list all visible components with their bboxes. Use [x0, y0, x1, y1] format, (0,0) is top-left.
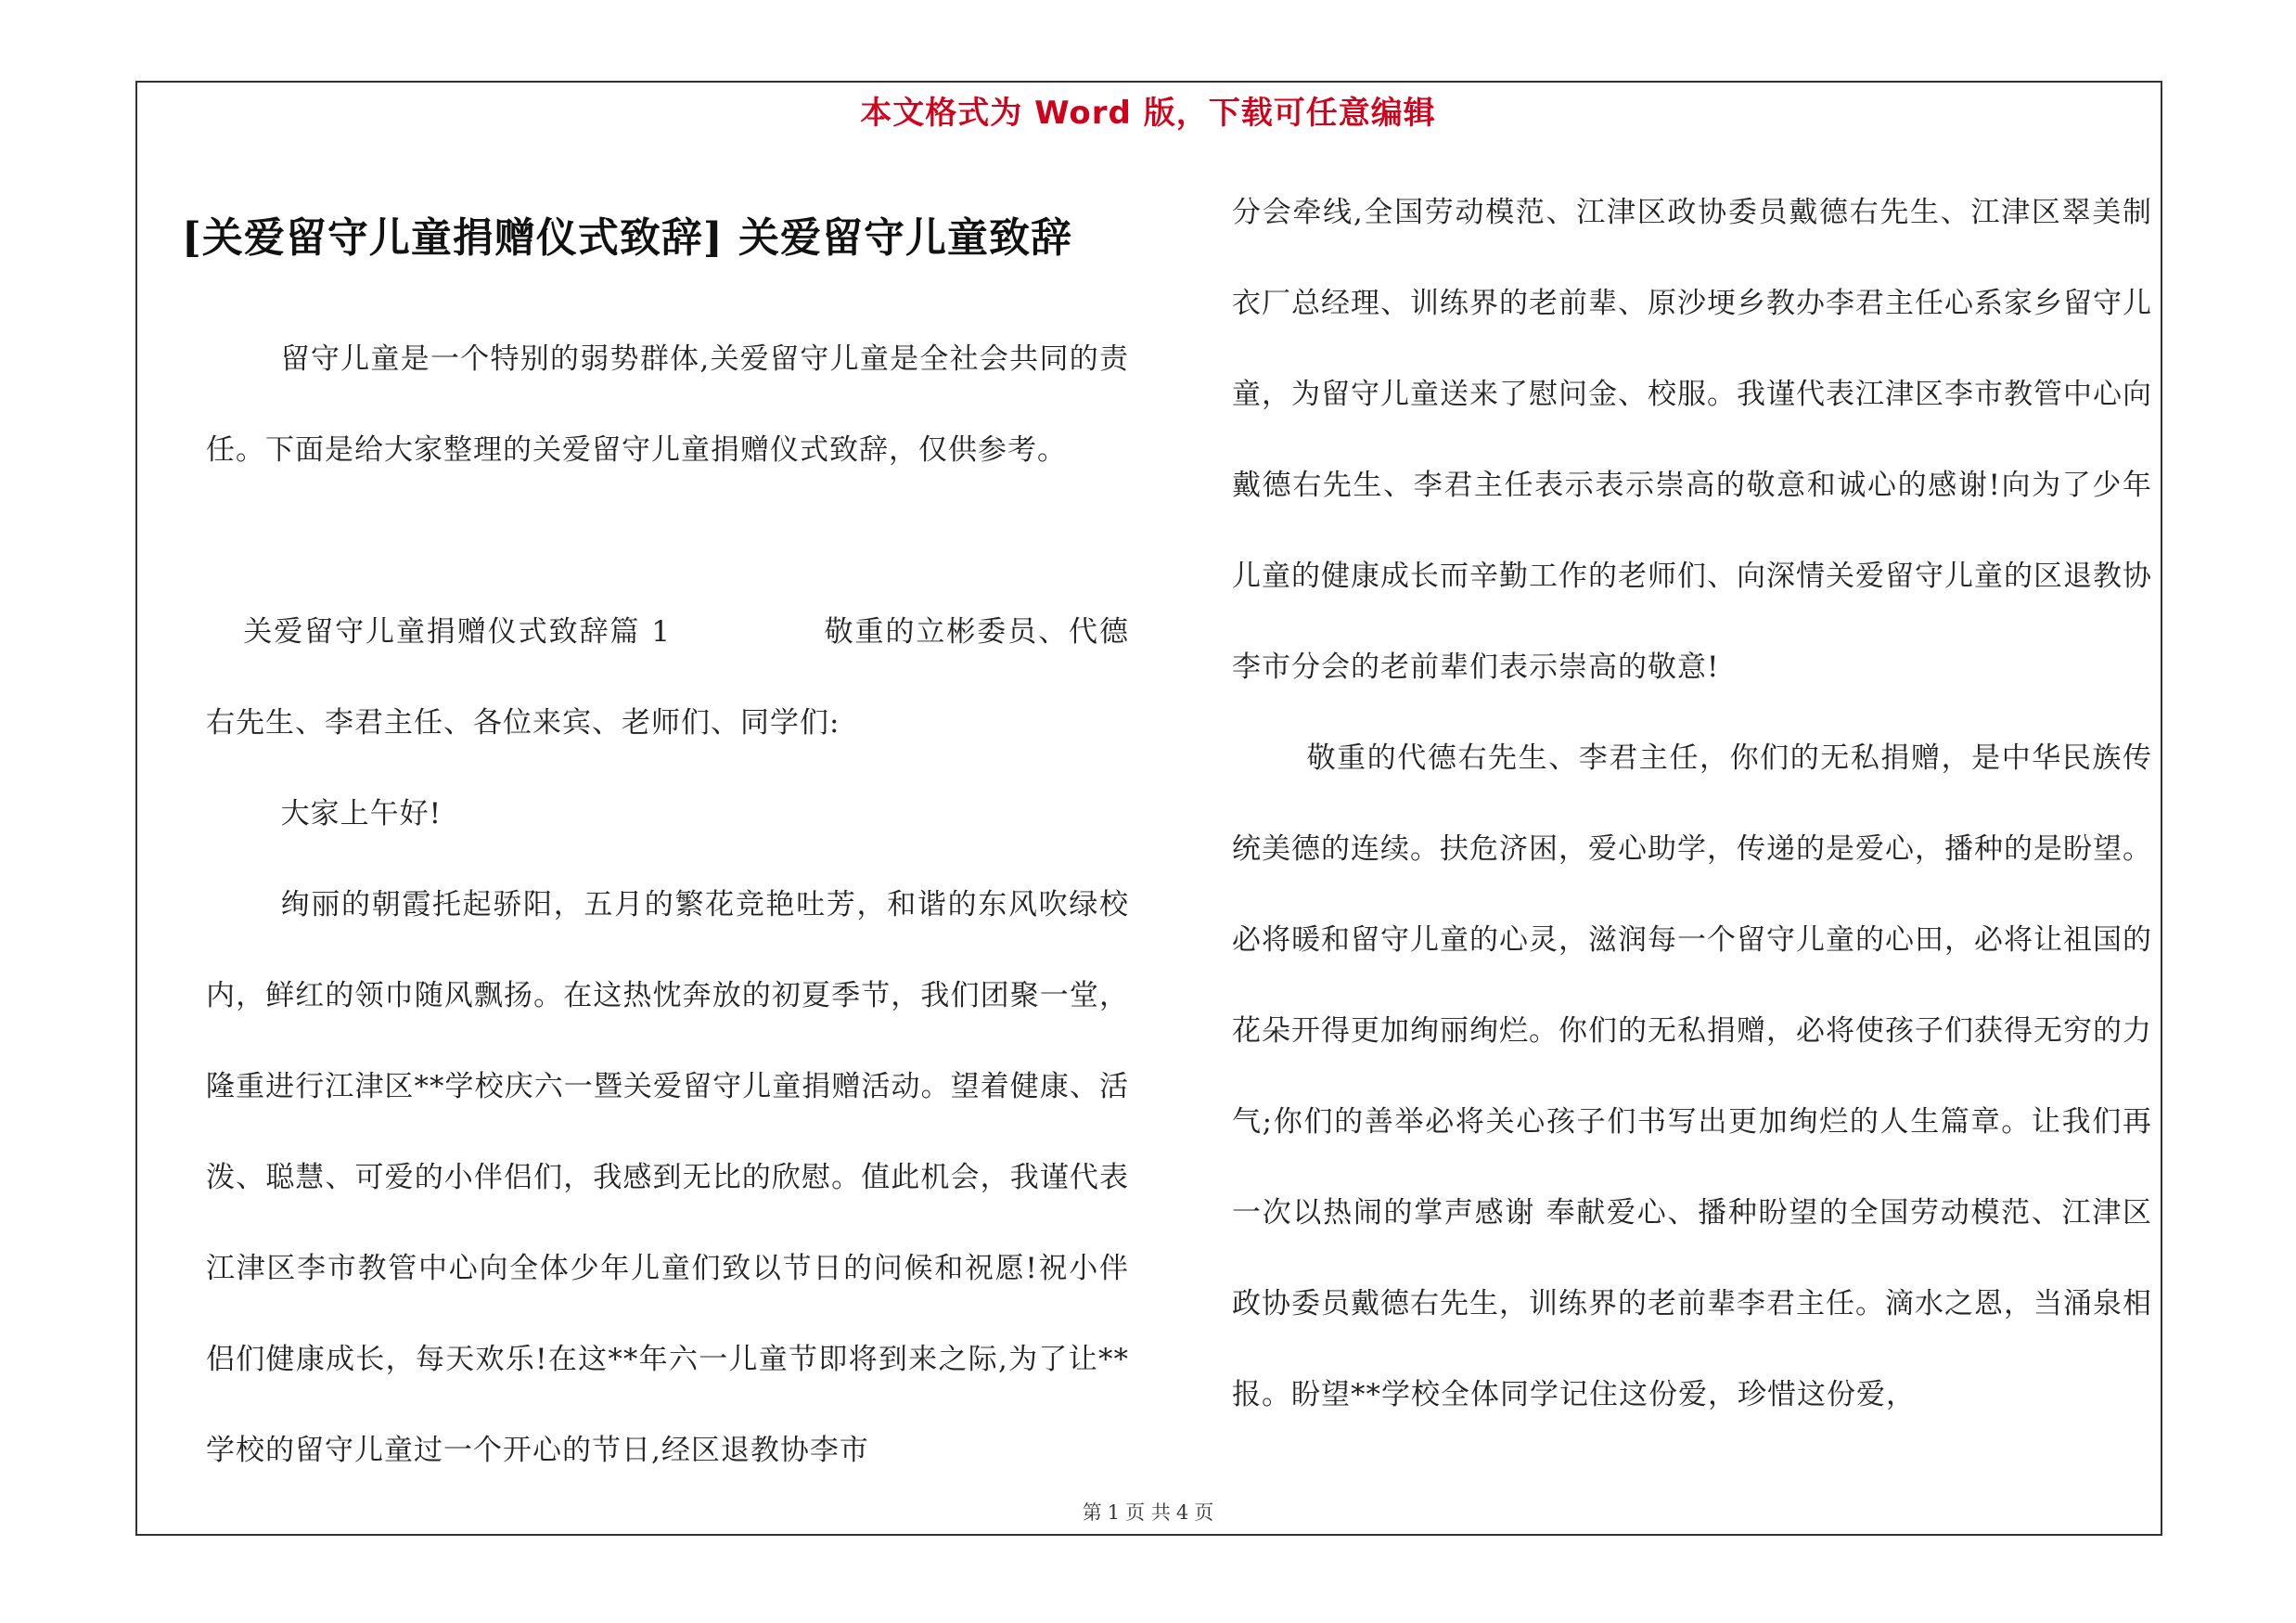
greeting-paragraph: 大家上午好!	[280, 797, 443, 831]
format-banner: 本文格式为 Word 版，下载可任意编辑	[860, 95, 1436, 132]
page-footer	[0, 1498, 2296, 1526]
body-paragraph: 绚丽的朝霞托起骄阳，五月的繁花竞艳吐芳，和谐的东风吹绿校内，鲜红的领巾随风飘扬。在这热忱奔放的初夏季节，我们团聚一堂，隆重进行江津区**学校庆六一暨关爱留守儿童捐赠活动。望着健康、活泼、聪慧、可爱的小伴侣们，我感到无比的欣慰。值此机会，我谨代表江津区李市教管中心向全体少年儿童们致以节日的问候和祝愿!祝小伴侣们健康成长，每天欢乐!在这**年六一儿童节即将到来之际,为了让**学校的留守儿童过一个开心的节日,经区退教协李市	[206, 888, 1129, 1467]
footer-prefix: 第	[1082, 1501, 1102, 1524]
footer-mid: 页 共	[1125, 1501, 1171, 1524]
continued-paragraph: 分会牵线,全国劳动模范、江津区政协委员戴德右先生、江津区翠美制衣厂总经理、训练界的老前辈、原沙埂乡教办李君主任心系家乡留守儿童，为留守儿童送来了慰问金、校服。我谨代表江津区李市教管中心向戴德右先生、李君主任表示表示崇高的敬意和诚心的感谢!向为了少年儿童的健康成长而辛勤工作的老师们、向深情关爱留守儿童的区退教协李市分会的老前辈们表示崇高的敬意!	[1232, 196, 2152, 684]
section-heading-paragraph: 关爱留守儿童捐赠仪式致辞篇 1 敬重的立彬委员、代德右先生、李君主任、各位来宾、老师们、同学们:	[206, 615, 1129, 740]
intro-paragraph: 留守儿童是一个特别的弱势群体,关爱留守儿童是全社会共同的责任。下面是给大家整理的关爱留守儿童捐赠仪式致辞，仅供参考。	[206, 342, 1129, 467]
footer-suffix: 页	[1194, 1501, 1214, 1524]
thanks-paragraph: 敬重的代德右先生、李君主任，你们的无私捐赠，是中华民族传统美德的连续。扶危济困，爱心助学，传递的是爱心，播种的是盼望。必将暖和留守儿童的心灵，滋润每一个留守儿童的心田，必将让祖国的花朵开得更加绚丽绚烂。你们的无私捐赠，必将使孩子们获得无穷的力气;你们的善举必将关心孩子们书写出更加绚烂的人生篇章。让我们再一次以热闹的掌声感谢 奉献爱心、播种盼望的全国劳动模范、江津区政协委员戴德右先生，训练界的老前辈李君主任。滴水之恩，当涌泉相报。盼望**学校全体同学记住这份爱，珍惜这份爱，	[1232, 741, 2152, 1411]
footer-total-pages: 4	[1175, 1501, 1189, 1524]
footer-page-number: 1	[1107, 1501, 1121, 1524]
document-title: [关爱留守儿童捐赠仪式致辞] 关爱留守儿童致辞	[182, 214, 1072, 262]
